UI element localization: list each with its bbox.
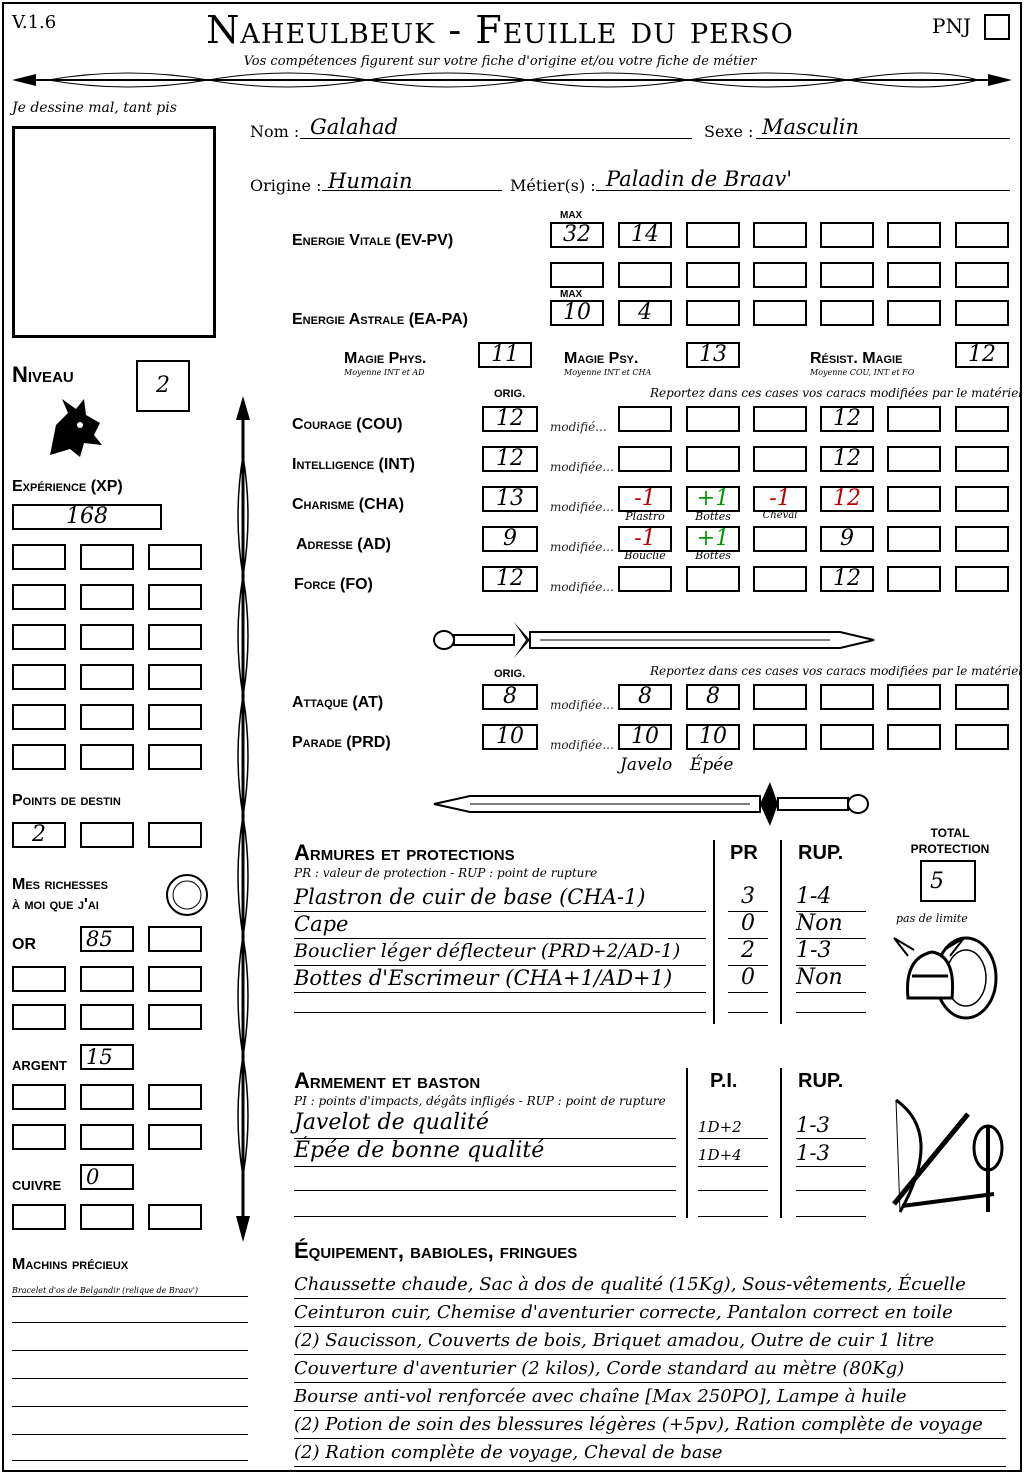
equipment-line[interactable]: (2) Potion de soin des blessures légères (+5pv), Ration complète de voyage — [294, 1412, 1006, 1439]
xp-box[interactable] — [12, 584, 66, 610]
fo-mod[interactable] — [955, 566, 1009, 592]
ev-box[interactable] — [686, 222, 740, 248]
xp-box[interactable] — [148, 624, 202, 650]
or-box[interactable] — [148, 1004, 202, 1030]
spear-divider-icon — [8, 66, 1016, 96]
ev-box[interactable] — [955, 222, 1009, 248]
sword-icon — [430, 778, 876, 832]
pnj-label: PNJ — [932, 14, 971, 38]
argent-box[interactable] — [80, 1084, 134, 1110]
armor-pr[interactable]: 2 — [728, 940, 768, 966]
weapon-label: Javelo — [620, 755, 673, 775]
armor-pr[interactable]: 0 — [728, 967, 768, 993]
ev-max[interactable]: 32 — [550, 222, 604, 248]
argent-label: ARGENT — [12, 1058, 67, 1073]
cha-mod[interactable] — [887, 486, 941, 512]
magie-phys-label: Magie Phys. — [344, 350, 427, 367]
ea-box[interactable] — [955, 300, 1009, 326]
xp-box[interactable] — [148, 744, 202, 770]
int-mod[interactable] — [753, 446, 807, 472]
destin-label: Points de destin — [12, 792, 121, 809]
equipment-line[interactable]: Chaussette chaude, Sac à dos de qualité (15Kg), Sous-vêtements, Écuelle — [294, 1272, 1006, 1299]
weapon-label: Épée — [690, 755, 734, 775]
cuivre-label: CUIVRE — [12, 1178, 62, 1193]
cou-mod[interactable] — [686, 406, 740, 432]
metier-label: Métier(s) : — [510, 176, 596, 195]
at-mod[interactable] — [753, 684, 807, 710]
sexe-value[interactable]: Masculin — [762, 115, 860, 139]
cou-orig[interactable]: 12 — [482, 406, 538, 432]
weapon-pi[interactable]: 1D+2 — [698, 1116, 768, 1139]
cou-label: Courage (COU) — [292, 416, 403, 433]
int-label: Intelligence (INT) — [292, 456, 415, 473]
magie-psy-sub: Moyenne INT et CHA — [564, 368, 652, 377]
ad-final[interactable]: 9 — [820, 526, 874, 552]
orig-label: ORIG. — [494, 388, 526, 400]
prd-mod[interactable] — [887, 724, 941, 750]
equipment-line[interactable]: Couverture d'aventurier (2 kilos), Corde standard au mètre (80Kg) — [294, 1356, 1006, 1383]
ev-box[interactable] — [686, 262, 740, 288]
crossed-weapons-icon — [884, 1094, 1006, 1218]
ev-box[interactable] — [820, 222, 874, 248]
xp-box[interactable] — [12, 664, 66, 690]
or-value[interactable]: 85 — [80, 926, 134, 952]
max-label: MAX — [560, 289, 583, 300]
argent-value[interactable]: 15 — [80, 1044, 134, 1070]
prd-label: Parade (PRD) — [292, 734, 391, 751]
destin-value[interactable]: 2 — [12, 822, 66, 848]
argent-box[interactable] — [80, 1124, 134, 1150]
fo-final[interactable]: 12 — [820, 566, 874, 592]
modif-label: modifiée... — [550, 698, 614, 712]
mod-source-label: Bottes — [695, 510, 731, 523]
max-label: MAX — [560, 210, 583, 221]
ev-box[interactable] — [753, 262, 807, 288]
richesses-label-2: à moi que j'ai — [12, 896, 99, 913]
ea-box[interactable] — [753, 300, 807, 326]
prd-mod[interactable] — [820, 724, 874, 750]
niveau-value[interactable]: 2 — [136, 360, 190, 412]
armor-item[interactable]: Cape — [294, 913, 706, 939]
modif-label: modifiée... — [550, 540, 614, 554]
ad-mod[interactable] — [955, 526, 1009, 552]
ad-label: Adresse (AD) — [296, 536, 392, 553]
xp-box[interactable] — [80, 664, 134, 690]
xp-box[interactable] — [148, 664, 202, 690]
xp-box[interactable] — [148, 544, 202, 570]
or-box[interactable] — [12, 1004, 66, 1030]
xp-label: Expérience (XP) — [12, 478, 123, 495]
sheet-subtitle: Vos compétences figurent sur votre fiche d'origine et/ou votre fiche de métier — [243, 54, 757, 69]
weapon-rup[interactable]: 1-3 — [796, 1142, 866, 1167]
ad-mod[interactable] — [887, 526, 941, 552]
at-mod[interactable]: 8 — [686, 684, 740, 710]
modif-label: modifiée... — [550, 738, 614, 752]
prd-orig[interactable]: 10 — [482, 724, 538, 750]
argent-box[interactable] — [148, 1124, 202, 1150]
portrait-box[interactable] — [12, 126, 216, 338]
cha-mod[interactable]: -1 — [753, 486, 807, 512]
at-mod[interactable] — [887, 684, 941, 710]
modif-label: modifiée... — [550, 460, 614, 474]
fo-mod[interactable] — [887, 566, 941, 592]
weapons-title: Armement et baston — [294, 1068, 481, 1093]
cha-final[interactable]: 12 — [820, 486, 874, 512]
destin-box[interactable] — [80, 822, 134, 848]
int-mod[interactable] — [887, 446, 941, 472]
ev-current[interactable]: 14 — [618, 222, 672, 248]
armor-subtitle: PR : valeur de protection - RUP : point de rupture — [294, 866, 598, 880]
fo-mod[interactable] — [618, 566, 672, 592]
equipment-line[interactable]: Ceinturon cuir, Chemise d'aventurier correcte, Pantalon correct en toile — [294, 1300, 1006, 1327]
or-box[interactable] — [148, 926, 202, 952]
int-mod[interactable] — [618, 446, 672, 472]
coin-icon — [164, 872, 210, 918]
ea-box[interactable] — [686, 300, 740, 326]
ev-box[interactable] — [887, 262, 941, 288]
ad-mod[interactable] — [753, 526, 807, 552]
pnj-checkbox[interactable] — [984, 14, 1010, 40]
xp-box[interactable] — [80, 544, 134, 570]
armor-rup[interactable]: Non — [796, 913, 866, 939]
nom-value[interactable]: Galahad — [310, 115, 399, 139]
armor-rup[interactable]: Non — [796, 967, 866, 993]
xp-box[interactable] — [12, 544, 66, 570]
cuivre-box[interactable] — [80, 1204, 134, 1230]
report-note: Reportez dans ces cases vos caracs modifiées par le matériel — [650, 664, 1023, 678]
cuivre-box[interactable] — [12, 1204, 66, 1230]
pr-header: PR — [730, 842, 758, 864]
fo-label: Force (FO) — [294, 576, 373, 593]
ea-label: Energie Astrale (EA-PA) — [292, 311, 468, 328]
equipment-line[interactable]: Bourse anti-vol renforcée avec chaîne [Max 250PO], Lampe à huile — [294, 1384, 1006, 1411]
no-limit-label: pas de limite — [896, 912, 968, 925]
weapon-rup[interactable]: 1-3 — [796, 1114, 866, 1139]
modif-label: modifiée... — [550, 580, 614, 594]
niveau-label: Niveau — [12, 362, 74, 387]
xp-value[interactable]: 168 — [12, 504, 162, 530]
magie-psy-value[interactable]: 13 — [686, 342, 740, 368]
armor-item[interactable]: Bottes d'Escrimeur (CHA+1/AD+1) — [294, 967, 706, 993]
modif-label: modifié... — [550, 420, 607, 434]
cou-final[interactable]: 12 — [820, 406, 874, 432]
int-final[interactable]: 12 — [820, 446, 874, 472]
metier-value[interactable]: Paladin de Braav' — [606, 167, 792, 191]
int-orig[interactable]: 12 — [482, 446, 538, 472]
cou-mod[interactable] — [955, 406, 1009, 432]
cou-mod[interactable] — [618, 406, 672, 432]
cou-mod[interactable] — [887, 406, 941, 432]
mod-source-label: Bouclie — [624, 549, 666, 562]
ev-label: Energie Vitale (EV-PV) — [292, 232, 454, 249]
machins-label: Machins précieux — [12, 1256, 129, 1273]
ea-box[interactable] — [820, 300, 874, 326]
at-orig[interactable]: 8 — [482, 684, 538, 710]
at-mod[interactable]: 8 — [618, 684, 672, 710]
sheet-title: Naheulbeuk - Feuille du perso — [206, 8, 794, 52]
cha-orig[interactable]: 13 — [482, 486, 538, 512]
equipment-line[interactable]: (2) Ration complète de voyage, Cheval de base — [294, 1440, 1006, 1467]
or-label: OR — [12, 936, 36, 953]
resist-magie-value[interactable]: 12 — [955, 342, 1009, 368]
mod-source-label: Bottes — [695, 549, 731, 562]
xp-box[interactable] — [12, 704, 66, 730]
resist-magie-label: Résist. Magie — [810, 350, 903, 367]
ev-box[interactable] — [618, 262, 672, 288]
xp-box[interactable] — [80, 704, 134, 730]
resist-magie-sub: Moyenne COU, INT et FO — [810, 368, 915, 377]
cha-mod[interactable]: -1 — [618, 486, 672, 512]
argent-box[interactable] — [12, 1084, 66, 1110]
xp-box[interactable] — [80, 624, 134, 650]
mod-source-label: Plastro — [625, 510, 665, 523]
armor-pr[interactable]: 3 — [728, 886, 768, 912]
int-mod[interactable] — [955, 446, 1009, 472]
helmet-shield-icon — [888, 928, 1000, 1028]
xp-box[interactable] — [148, 704, 202, 730]
fo-mod[interactable] — [686, 566, 740, 592]
xp-box[interactable] — [12, 744, 66, 770]
equipment-line[interactable]: (2) Saucisson, Couverts de bois, Briquet amadou, Outre de cuir 1 litre — [294, 1328, 1006, 1355]
spear-icon — [228, 396, 258, 1242]
dragon-icon — [40, 395, 106, 463]
or-box[interactable] — [148, 966, 202, 992]
ev-box[interactable] — [887, 222, 941, 248]
prd-mod[interactable]: 10 — [686, 724, 740, 750]
cou-mod[interactable] — [753, 406, 807, 432]
xp-box[interactable] — [12, 624, 66, 650]
ev-box[interactable] — [753, 222, 807, 248]
xp-box[interactable] — [148, 584, 202, 610]
ea-box[interactable] — [887, 300, 941, 326]
equipment-title: Équipement, babioles, fringues — [294, 1238, 578, 1263]
int-mod[interactable] — [686, 446, 740, 472]
version-label: V.1.6 — [12, 12, 57, 33]
fo-mod[interactable] — [753, 566, 807, 592]
mod-source-label: Cheval — [762, 510, 798, 521]
weapon-item[interactable]: Épée de bonne qualité — [294, 1140, 676, 1167]
at-mod[interactable] — [820, 684, 874, 710]
ev-box[interactable] — [820, 262, 874, 288]
ev-box[interactable] — [550, 262, 604, 288]
armor-title: Armures et protections — [294, 840, 515, 865]
cha-mod[interactable] — [955, 486, 1009, 512]
orig-label: ORIG. — [494, 668, 526, 680]
or-box[interactable] — [12, 966, 66, 992]
weapon-pi[interactable]: 1D+4 — [698, 1144, 768, 1167]
fo-orig[interactable]: 12 — [482, 566, 538, 592]
ad-mod[interactable]: +1 — [686, 526, 740, 552]
magie-phys-sub: Moyenne INT et AD — [344, 368, 425, 377]
argent-box[interactable] — [148, 1084, 202, 1110]
cha-mod[interactable]: +1 — [686, 486, 740, 512]
machin-item[interactable]: Bracelet d'os de Belgandir (relique de Braav') — [12, 1286, 199, 1295]
weapons-subtitle: PI : points d'impacts, dégâts infligés - RUP : point de rupture — [294, 1094, 666, 1108]
richesses-label: Mes richesses — [12, 876, 109, 893]
modif-label: modifiée... — [550, 500, 614, 514]
armor-rup[interactable]: 1-3 — [796, 940, 866, 966]
total-protection-label-2: PROTECTION — [910, 842, 990, 856]
magie-psy-label: Magie Psy. — [564, 350, 639, 367]
portrait-caption: Je dessine mal, tant pis — [12, 100, 177, 116]
prd-mod[interactable] — [955, 724, 1009, 750]
cuivre-value[interactable]: 0 — [80, 1164, 134, 1190]
or-box[interactable] — [80, 1004, 134, 1030]
report-note: Reportez dans ces cases vos caracs modifiées par le matériel — [650, 386, 1023, 400]
magie-phys-value[interactable]: 11 — [478, 342, 532, 368]
origine-label: Origine : — [250, 176, 322, 195]
armor-pr[interactable]: 0 — [728, 913, 768, 939]
xp-box[interactable] — [80, 584, 134, 610]
sexe-label: Sexe : — [704, 122, 754, 141]
total-protection-label: TOTAL — [930, 826, 970, 840]
nom-label: Nom : — [250, 122, 300, 141]
at-mod[interactable] — [955, 684, 1009, 710]
prd-mod[interactable]: 10 — [618, 724, 672, 750]
armor-item[interactable]: Bouclier léger déflecteur (PRD+2/AD-1) — [294, 940, 706, 966]
armor-item[interactable]: Plastron de cuir de base (CHA-1) — [294, 886, 706, 912]
ea-current[interactable]: 4 — [618, 300, 672, 326]
argent-box[interactable] — [12, 1124, 66, 1150]
sword-icon — [430, 618, 876, 664]
or-box[interactable] — [80, 966, 134, 992]
ev-box[interactable] — [955, 262, 1009, 288]
cha-label: Charisme (CHA) — [292, 496, 405, 513]
ad-mod[interactable]: -1 — [618, 526, 672, 552]
at-label: Attaque (AT) — [292, 694, 384, 711]
weapon-item[interactable]: Javelot de qualité — [294, 1112, 676, 1139]
xp-box[interactable] — [80, 744, 134, 770]
pi-header: P.I. — [710, 1070, 738, 1092]
rup-header: RUP. — [798, 842, 844, 864]
armor-rup[interactable]: 1-4 — [796, 886, 866, 912]
cuivre-box[interactable] — [148, 1204, 202, 1230]
origine-value[interactable]: Humain — [328, 169, 413, 193]
weapon-rup-header: RUP. — [798, 1070, 844, 1092]
total-protection-value[interactable]: 5 — [920, 860, 976, 902]
prd-mod[interactable] — [753, 724, 807, 750]
destin-box[interactable] — [148, 822, 202, 848]
ea-max[interactable]: 10 — [550, 300, 604, 326]
ad-orig[interactable]: 9 — [482, 526, 538, 552]
